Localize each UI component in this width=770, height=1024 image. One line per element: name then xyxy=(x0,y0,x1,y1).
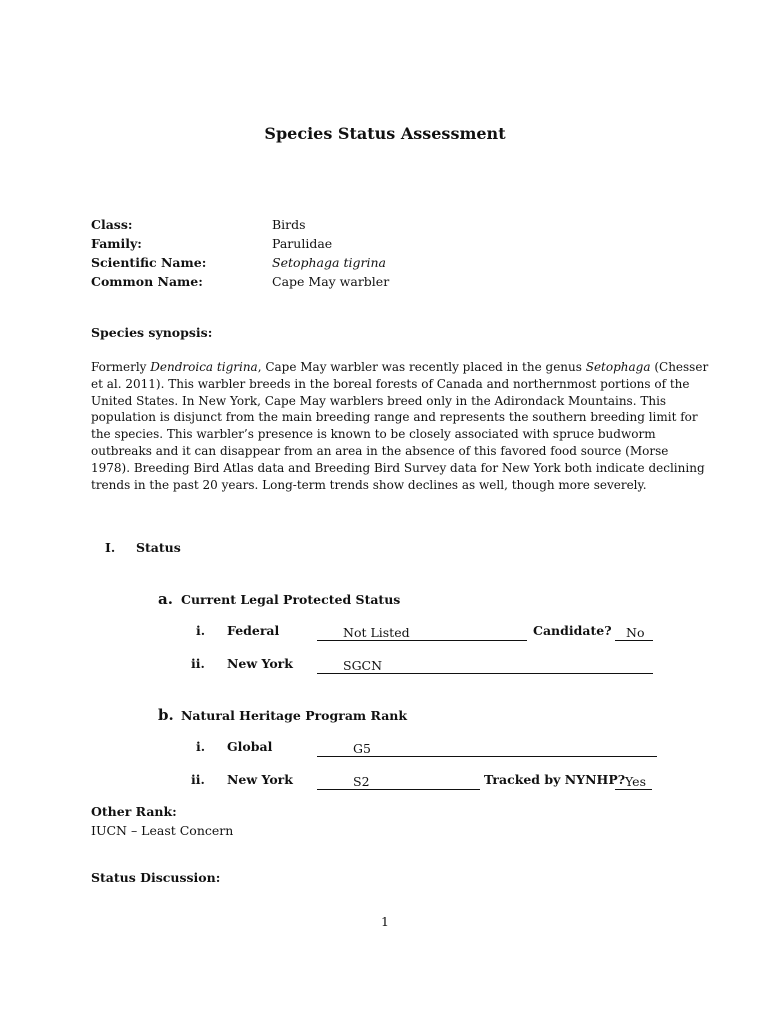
family-label: Family: xyxy=(91,236,142,251)
tracked-label: Tracked by NYNHP? xyxy=(484,772,626,787)
new-york-rank-field[interactable] xyxy=(317,775,480,790)
section-number: I. xyxy=(105,540,116,555)
synopsis-line: the species. This warbler’s presence is known to be closely associated with spruce budworm xyxy=(91,427,656,442)
synopsis-line: population is disjunct from the main breeding range and represents the southern breeding limit for xyxy=(91,410,698,425)
row-numeral: ii. xyxy=(191,656,205,671)
synopsis-heading: Species synopsis: xyxy=(91,325,213,340)
global-label: Global xyxy=(227,739,273,754)
common-name-label: Common Name: xyxy=(91,274,203,289)
synopsis-text: Formerly xyxy=(91,360,151,374)
row-numeral: ii. xyxy=(191,772,205,787)
section-title: Status xyxy=(136,540,181,555)
global-rank-value: G5 xyxy=(353,741,371,756)
synopsis-line: outbreaks and it can disappear from an area in the absence of this favored food source (Morse xyxy=(91,443,669,458)
class-label: Class: xyxy=(91,217,133,232)
subsection-title: Natural Heritage Program Rank xyxy=(181,708,408,723)
synopsis-text: (Chesser xyxy=(650,360,709,374)
other-rank-heading: Other Rank: xyxy=(91,804,177,819)
synopsis-line: et al. 2011). This warbler breeds in the boreal forests of Canada and northernmost portions of the xyxy=(91,376,690,391)
page-title: Species Status Assessment xyxy=(264,124,506,143)
new-york-legal-status-field[interactable] xyxy=(317,659,653,674)
federal-status-field[interactable] xyxy=(317,626,527,641)
synopsis-line: 1978). Breeding Bird Atlas data and Breeding Bird Survey data for New York both indicate declining xyxy=(91,460,705,475)
synopsis-paragraph xyxy=(91,359,709,493)
common-name-value: Cape May warbler xyxy=(272,274,390,289)
synopsis-line: United States. In New York, Cape May warblers breed only in the Adirondack Mountains. This xyxy=(91,393,667,408)
row-numeral: i. xyxy=(196,623,206,638)
candidate-label: Candidate? xyxy=(533,623,612,638)
scientific-name-label: Scientific Name: xyxy=(91,255,207,270)
federal-status-value: Not Listed xyxy=(343,625,410,640)
federal-label: Federal xyxy=(227,623,280,638)
tracked-value: Yes xyxy=(625,774,646,789)
current-genus-name: Setophaga xyxy=(585,360,651,374)
other-rank-value: IUCN – Least Concern xyxy=(91,823,234,838)
synopsis-text: , Cape May warbler was recently placed in the genus xyxy=(257,360,586,374)
status-discussion-heading: Status Discussion: xyxy=(91,870,221,885)
row-numeral: i. xyxy=(196,739,206,754)
former-genus-name: Dendroica tigrina xyxy=(150,360,258,374)
scientific-name-value: Setophaga tigrina xyxy=(272,255,386,270)
new-york-rank-value: S2 xyxy=(353,774,370,789)
new-york-label: New York xyxy=(227,772,293,787)
subsection-title: Current Legal Protected Status xyxy=(181,592,401,607)
page-number: 1 xyxy=(381,914,389,929)
class-value: Birds xyxy=(272,217,306,232)
candidate-field[interactable] xyxy=(615,626,653,641)
candidate-value: No xyxy=(626,625,645,640)
family-value: Parulidae xyxy=(272,236,333,251)
new-york-label: New York xyxy=(227,656,293,671)
tracked-field[interactable] xyxy=(615,775,652,790)
synopsis-line xyxy=(91,359,709,376)
subsection-letter: b. xyxy=(158,706,174,724)
subsection-letter: a. xyxy=(158,590,173,608)
synopsis-line: trends in the past 20 years. Long-term trends show declines as well, though more severely. xyxy=(91,477,647,492)
global-rank-field[interactable] xyxy=(317,742,657,757)
new-york-legal-status-value: SGCN xyxy=(343,658,383,673)
